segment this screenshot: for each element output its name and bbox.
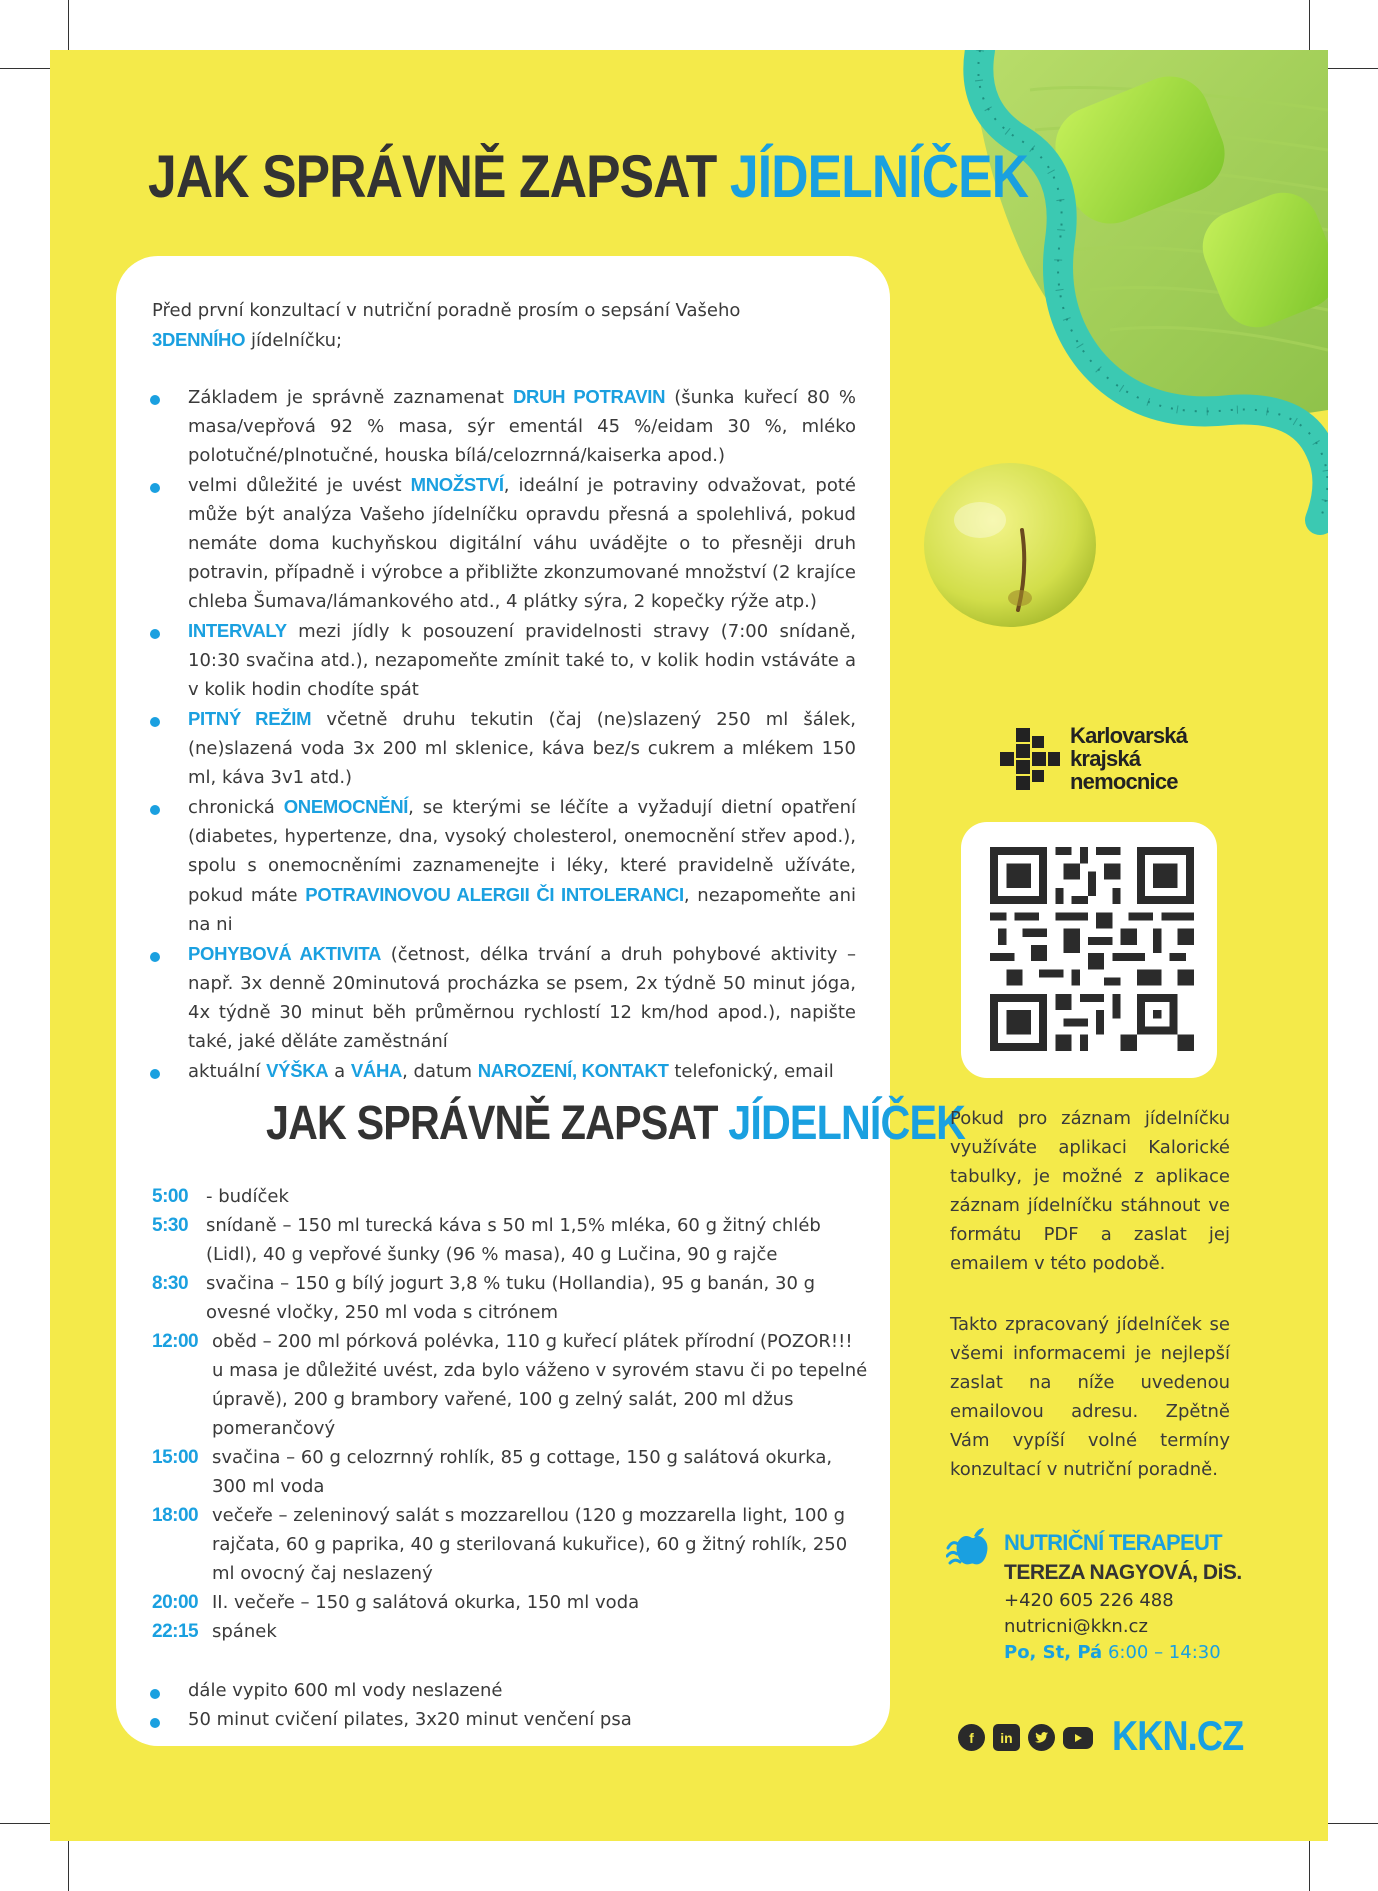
twitter-icon[interactable] — [1028, 1724, 1055, 1751]
hospital-logo-text — [1070, 724, 1187, 793]
item-keyword: DRUH POTRAVIN — [512, 386, 666, 407]
item-text: včetně druhu tekutin (čaj (ne)slazený 250 ml šálek, (ne)slazená voda 3x 200 ml sklenice, káva bez/s cukrem a mlékem 150 ml, káva 3v1 atd.) — [188, 709, 856, 788]
contact-name: TEREZA NAGYOVÁ, DiS. — [1004, 1561, 1242, 1584]
schedule-row — [152, 1211, 868, 1269]
list-item: 50 minut cvičení pilates, 3x20 minut venčení psa — [146, 1705, 856, 1734]
crop-mark — [1326, 1823, 1378, 1824]
flyer — [50, 50, 1328, 1841]
item-text: telefonický, email — [674, 1061, 834, 1082]
crop-mark — [1309, 0, 1310, 52]
list-item — [146, 1056, 856, 1086]
schedule-text: večeře – zeleninový salát s mozzarellou (120 g mozzarella light, 100 g rajčata, 60 g paprika, 40 g sterilovaná kukuřice), 60 g žitný rohlík, 250 ml ovocný čaj neslazený — [212, 1505, 848, 1584]
hospital-logo-icon — [992, 726, 1072, 796]
crop-mark — [1309, 1839, 1310, 1891]
schedule-time: 5:30 — [152, 1215, 189, 1236]
office-time: 6:00 – 14:30 — [1107, 1642, 1221, 1663]
item-keyword: POHYBOVÁ AKTIVITA — [188, 943, 382, 964]
schedule-row — [152, 1182, 868, 1211]
item-keyword: PITNÝ REŽIM — [188, 708, 312, 729]
crop-mark — [0, 68, 52, 69]
youtube-icon[interactable] — [1063, 1727, 1093, 1749]
item-text: aktuální — [188, 1061, 261, 1082]
schedule-time: 20:00 — [152, 1592, 199, 1613]
item-keyword: VÁHA — [350, 1060, 403, 1081]
example-title-highlight: JÍDELNÍČEK — [728, 1097, 966, 1150]
list-item — [146, 939, 856, 1056]
schedule-text: oběd – 200 ml pórková polévka, 110 g kuřecí plátek přírodní (POZOR!!! u masa je důležité uvést, zda bylo váženo v syrovém stavu či po tepelné úpravě), 200 g brambory vařené, 100 g zelný salát, 200 ml džus pomerančový — [212, 1331, 868, 1439]
crop-mark — [68, 1839, 69, 1891]
intro-suffix: jídelníčku; — [250, 330, 343, 351]
schedule-text: II. večeře – 150 g salátová okurka, 150 ml voda — [212, 1592, 640, 1613]
website-link[interactable]: KKN.CZ — [1112, 1712, 1244, 1759]
example-schedule — [152, 1182, 868, 1646]
title-highlight: JÍDELNÍČEK — [729, 143, 1029, 210]
schedule-text: spánek — [212, 1621, 277, 1642]
social-links — [958, 1724, 1093, 1751]
item-text: , datum — [402, 1061, 472, 1082]
list-item — [146, 616, 856, 704]
list-item — [146, 792, 856, 939]
list-item — [146, 470, 856, 616]
instructions-list — [146, 382, 856, 1086]
extra-notes-list — [146, 1676, 856, 1734]
item-keyword: VÝŠKA — [266, 1060, 329, 1081]
office-days: Po, St, Pá — [1004, 1642, 1103, 1663]
example-title-prefix: JAK SPRÁVNĚ ZAPSAT — [266, 1097, 718, 1150]
schedule-row — [152, 1588, 868, 1617]
schedule-text: svačina – 150 g bílý jogurt 3,8 % tuku (Hollandia), 95 g banán, 30 g ovesné vločky, 250 ml voda s citrónem — [206, 1273, 816, 1323]
schedule-text: svačina – 60 g celozrnný rohlík, 85 g cottage, 150 g salátová okurka, 300 ml voda — [212, 1447, 833, 1497]
schedule-text: snídaně – 150 ml turecká káva s 50 ml 1,5% mléka, 60 g žitný chléb (Lidl), 40 g vepřové šunky (96 % masa), 40 g Lučina, 90 g rajče — [206, 1215, 821, 1265]
example-title — [266, 1096, 965, 1151]
schedule-time: 18:00 — [152, 1505, 199, 1526]
schedule-row — [152, 1617, 868, 1646]
schedule-row — [152, 1269, 868, 1327]
item-text: (četnost, délka trvání a druh pohybové aktivity – např. 3x denně 20minutová procházka se psem, 2x týdně 50 minut jóga, 4x týdně 30 minut běh průměrnou rychlostí 12 km/hod apod.), napište také, jaké děláte zaměstnání — [188, 944, 856, 1052]
linkedin-icon[interactable]: in — [993, 1724, 1020, 1751]
item-keyword: ONEMOCNĚNÍ — [283, 796, 409, 817]
item-text: Základem je správně zaznamenat — [188, 387, 504, 408]
schedule-row — [152, 1443, 868, 1501]
intro-sentence: Před první konzultací v nutriční poradně prosím o sepsání Vašeho — [152, 300, 741, 321]
logo-line: krajská — [1070, 746, 1141, 771]
title-prefix: JAK SPRÁVNĚ ZAPSAT — [148, 143, 717, 210]
office-hours — [1004, 1640, 1264, 1666]
app-export-note: Pokud pro záznam jídelníčku využíváte aplikaci Kalorické tabulky, je možné z aplikace záznam jídelníčku stáhnout ve formátu PDF a zaslat jej emailem v této podobě. — [950, 1108, 1230, 1274]
schedule-time: 5:00 — [152, 1186, 189, 1207]
schedule-time: 22:15 — [152, 1621, 199, 1642]
schedule-row — [152, 1501, 868, 1588]
item-text: velmi důležité je uvést — [188, 475, 402, 496]
item-keyword: MNOŽSTVÍ — [410, 474, 504, 495]
crop-mark — [68, 0, 69, 52]
instructions-card — [116, 256, 966, 1746]
item-text: a — [334, 1061, 346, 1082]
list-item — [146, 704, 856, 792]
contact-block — [1004, 1528, 1264, 1666]
schedule-time: 8:30 — [152, 1273, 189, 1294]
item-text: chronická — [188, 797, 275, 818]
qr-code-card — [961, 822, 1217, 1078]
item-keyword: POTRAVINOVOU ALERGII ČI INTOLERANCI — [305, 884, 684, 905]
list-item — [146, 382, 856, 470]
item-keyword: INTERVALY — [188, 620, 287, 641]
schedule-time: 12:00 — [152, 1331, 199, 1352]
item-keyword: NAROZENÍ, KONTAKT — [477, 1060, 669, 1081]
item-text: mezi jídly k posouzení pravidelnosti stravy (7:00 snídaně, 10:30 svačina atd.), nezapomeňte zmínit také to, v kolik hodin vstáváte a v kolik hodin chodíte spát — [188, 621, 856, 700]
schedule-time: 15:00 — [152, 1447, 199, 1468]
item-text: , ideální je potraviny odvažovat, poté může být analýza Vašeho jídelníčku opravdu přesná a spolehlivá, pokud nemáte doma kuchyňskou digitální váhu uvádějte o to přesněji druh potravin, případně i výrobce a přibližte zkonzumované množství (2 krajíce chleba Šumava/lámankového atd., 4 plátky sýra, 2 kopečky rýže atp.) — [188, 475, 856, 612]
email-note: Takto zpracovaný jídelníček se všemi informacemi je nejlepší zaslat na níže uvedenou emailovou adresu. Zpětně Vám vypíší volné termíny konzultací v nutriční poradně. — [950, 1314, 1230, 1480]
contact-role: NUTRIČNÍ TERAPEUT — [1004, 1530, 1222, 1555]
fitness-illustration — [910, 50, 1328, 650]
item-text: , se kterými se léčíte a vyžadují dietní opatření (diabetes, hypertenze, dna, vysoký cholesterol, onemocnění střev apod.), spolu s onemocněními zaznamenejte i léky, které pravidelně užíváte, pokud máte — [188, 797, 856, 906]
intro-text — [152, 296, 852, 355]
item-text: (šunka kuřecí 80 % masa/vepřová 92 % masa, sýr ementál 45 %/eidam 30 %, mléko polotučné/plnotučné, houska bílá/celozrnná/kaiserka apod.) — [188, 387, 856, 466]
apple-leaf-icon — [946, 1526, 992, 1568]
logo-line: Karlovarská — [1070, 723, 1188, 748]
schedule-text: - budíček — [206, 1186, 289, 1207]
contact-phone[interactable]: +420 605 226 488 — [1004, 1590, 1174, 1611]
crop-mark — [0, 1823, 52, 1824]
facebook-icon[interactable]: f — [958, 1724, 985, 1751]
logo-line: nemocnice — [1070, 769, 1178, 794]
intro-highlight: 3DENNÍHO — [152, 329, 246, 350]
schedule-row — [152, 1327, 868, 1443]
contact-email[interactable]: nutricni@kkn.cz — [1004, 1616, 1148, 1637]
item-text: , nezapomeňte ani na ni — [188, 885, 856, 935]
list-item: dále vypito 600 ml vody neslazené — [146, 1676, 856, 1705]
crop-mark — [1326, 68, 1378, 69]
page-title — [148, 142, 1028, 211]
qr-code[interactable] — [990, 847, 1194, 1051]
